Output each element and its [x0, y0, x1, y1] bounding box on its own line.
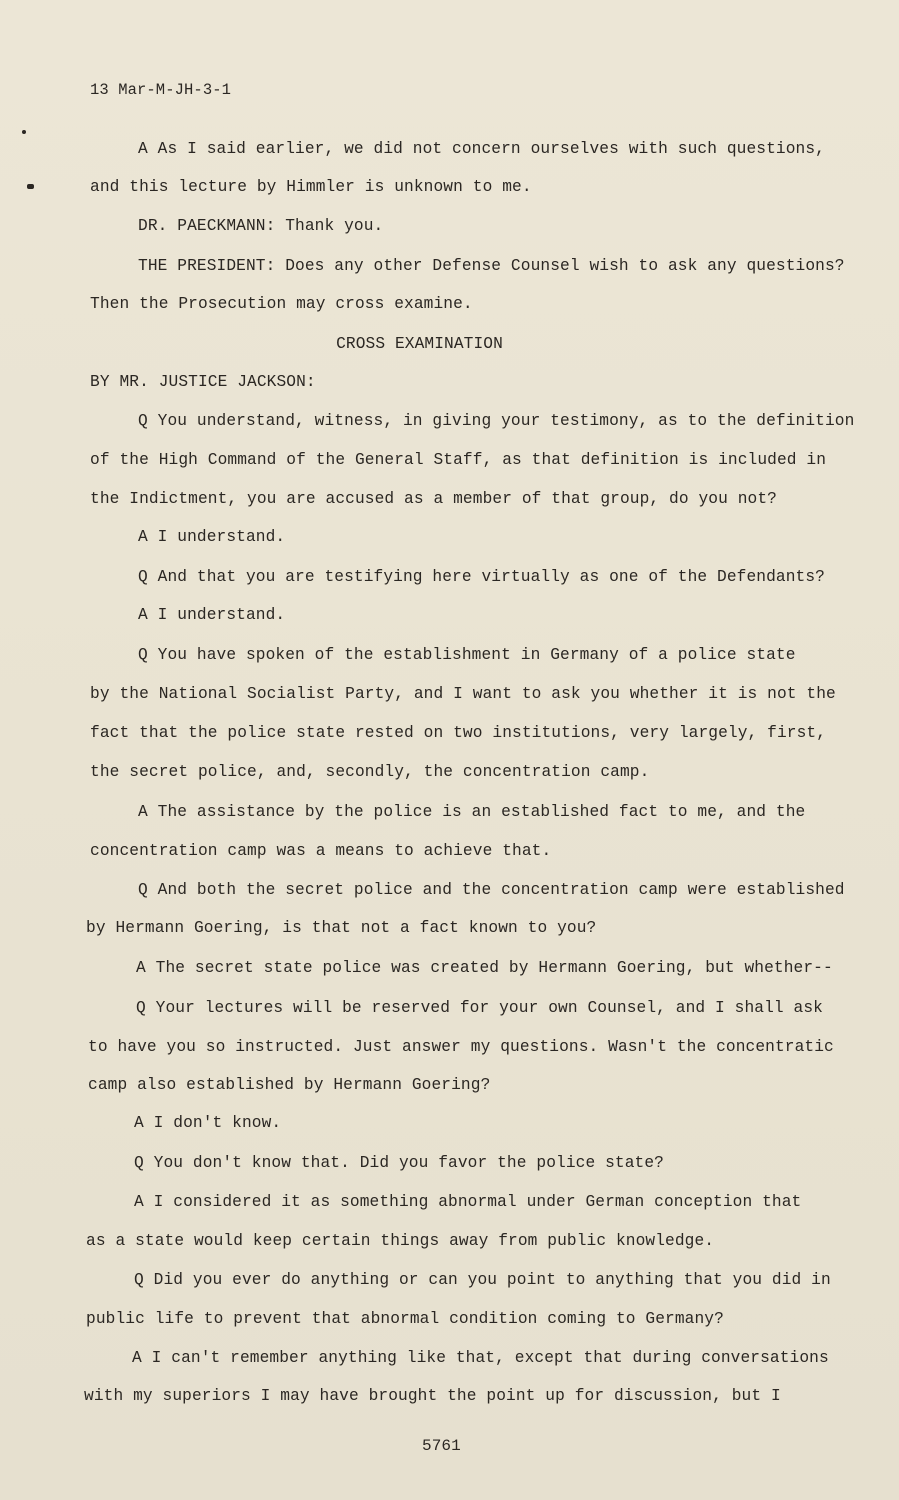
section-heading: CROSS EXAMINATION [336, 335, 503, 353]
transcript-line: to have you so instructed. Just answer my questions. Wasn't the concentratic [88, 1038, 834, 1056]
transcript-line: A I don't know. [134, 1114, 282, 1132]
transcript-line: A As I said earlier, we did not concern ourselves with such questions, [138, 140, 825, 158]
transcript-line: concentration camp was a means to achieve that. [90, 842, 552, 860]
transcript-line: Q You understand, witness, in giving your testimony, as to the definition [138, 412, 855, 430]
transcript-line: Q And both the secret police and the concentration camp were established [138, 881, 845, 899]
transcript-line: Q And that you are testifying here virtually as one of the Defendants? [138, 568, 825, 586]
transcript-line: and this lecture by Himmler is unknown to me. [90, 178, 532, 196]
transcript-line: Q Your lectures will be reserved for your own Counsel, and I shall ask [136, 999, 823, 1017]
transcript-line: Q You have spoken of the establishment in Germany of a police state [138, 646, 796, 664]
margin-dot-mark [22, 130, 26, 134]
transcript-line: A The secret state police was created by Hermann Goering, but whether-- [136, 959, 833, 977]
examiner-heading: BY MR. JUSTICE JACKSON: [90, 373, 316, 391]
transcript-line: A I considered it as something abnormal under German conception that [134, 1193, 802, 1211]
transcript-line: A I can't remember anything like that, except that during conversations [132, 1349, 829, 1367]
transcript-line: by Hermann Goering, is that not a fact known to you? [86, 919, 597, 937]
transcript-line: public life to prevent that abnormal condition coming to Germany? [86, 1310, 724, 1328]
transcript-line: of the High Command of the General Staff, as that definition is included in [90, 451, 827, 469]
transcript-line: fact that the police state rested on two institutions, very largely, first, [90, 724, 827, 742]
page-number: 5761 [422, 1437, 461, 1455]
transcript-line: camp also established by Hermann Goering? [88, 1076, 491, 1094]
transcript-line: Then the Prosecution may cross examine. [90, 295, 473, 313]
transcript-line: Q Did you ever do anything or can you point to anything that you did in [134, 1271, 831, 1289]
document-header: 13 Mar-M-JH-3-1 [90, 81, 232, 99]
transcript-line: as a state would keep certain things away from public knowledge. [86, 1232, 715, 1250]
transcript-line: the Indictment, you are accused as a member of that group, do you not? [90, 490, 777, 508]
transcript-line: by the National Socialist Party, and I want to ask you whether it is not the [90, 685, 836, 703]
transcript-line: the secret police, and, secondly, the concentration camp. [90, 763, 650, 781]
transcript-line: A The assistance by the police is an established fact to me, and the [138, 803, 806, 821]
transcript-line: DR. PAECKMANN: Thank you. [138, 217, 384, 235]
margin-mark [27, 184, 34, 189]
transcript-line: A I understand. [138, 606, 286, 624]
transcript-line: with my superiors I may have brought the point up for discussion, but I [84, 1387, 781, 1405]
transcript-line: A I understand. [138, 528, 286, 546]
transcript-line: THE PRESIDENT: Does any other Defense Counsel wish to ask any questions? [138, 257, 845, 275]
transcript-line: Q You don't know that. Did you favor the police state? [134, 1154, 664, 1172]
